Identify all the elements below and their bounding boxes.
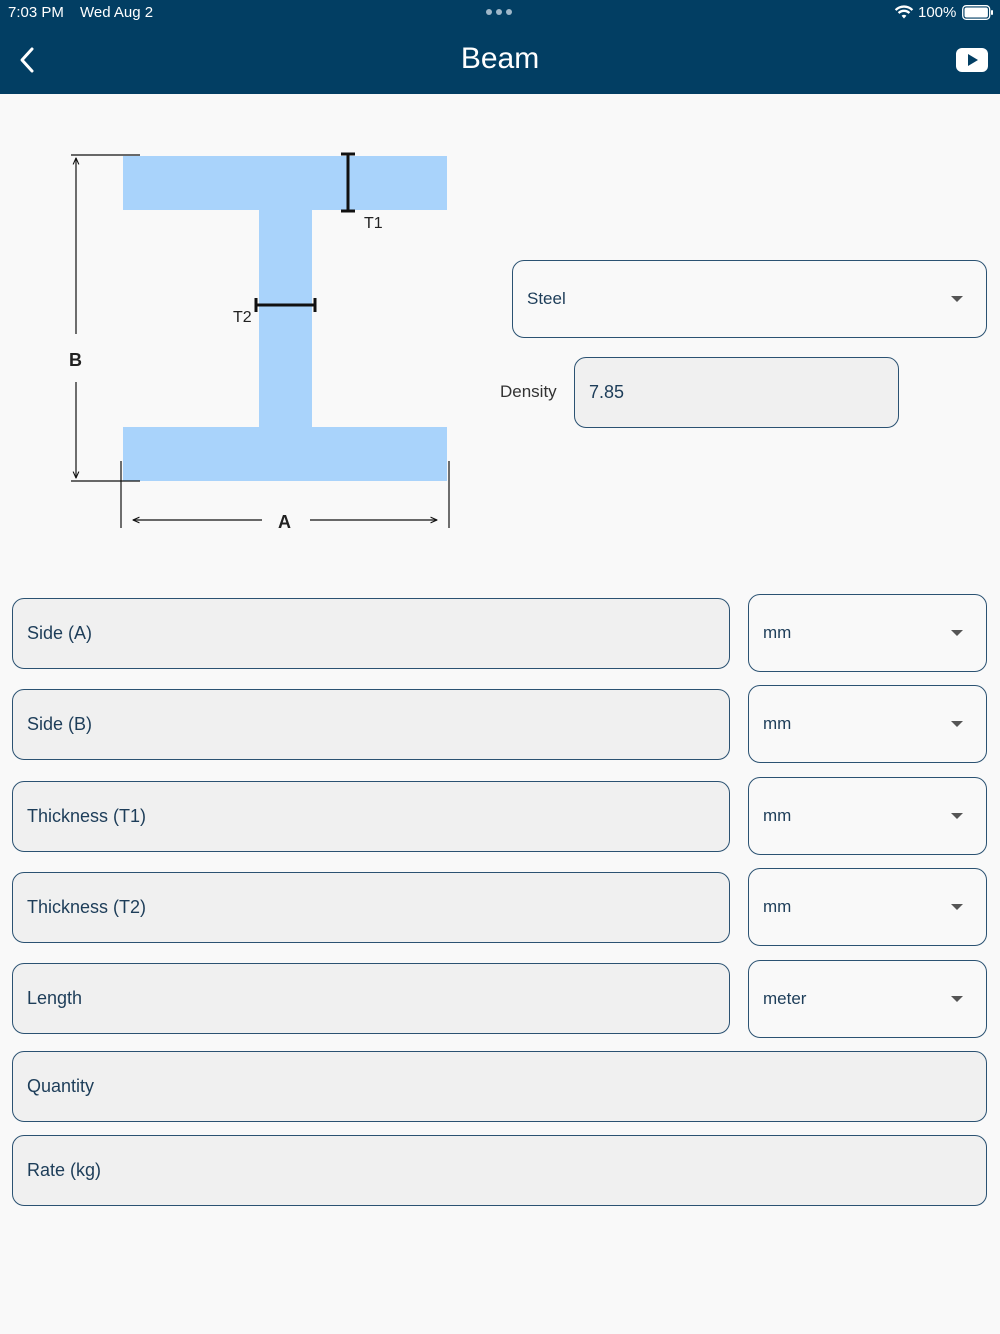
side-b-input[interactable] xyxy=(12,689,730,760)
thickness-t1-unit-dropdown[interactable] xyxy=(748,777,987,855)
rate-placeholder: Rate (kg) xyxy=(27,1160,102,1180)
length-input[interactable] xyxy=(12,963,730,1034)
thickness-t1-input[interactable] xyxy=(12,781,730,852)
caret-down-icon xyxy=(951,630,963,636)
density-label: Density xyxy=(500,382,557,401)
density-input[interactable] xyxy=(574,357,899,428)
side-b-unit: mm xyxy=(763,714,792,733)
thickness-t1-unit: mm xyxy=(763,806,792,825)
side-b-unit-dropdown[interactable] xyxy=(748,685,987,763)
label-a: A xyxy=(278,512,291,532)
label-b: B xyxy=(69,350,82,370)
label-t1: T1 xyxy=(364,215,383,232)
caret-down-icon xyxy=(951,904,963,910)
caret-down-icon xyxy=(951,721,963,727)
caret-down-icon xyxy=(951,813,963,819)
side-a-placeholder: Side (A) xyxy=(27,623,93,643)
label-t2: T2 xyxy=(233,309,252,326)
thickness-t1-placeholder: Thickness (T1) xyxy=(27,806,147,826)
battery-icon xyxy=(962,5,994,20)
top-flange xyxy=(123,156,447,210)
density-value: 7.85 xyxy=(589,382,625,402)
quantity-input[interactable] xyxy=(12,1051,987,1122)
page-title: Beam xyxy=(460,42,540,75)
status-date: Wed Aug 2 xyxy=(80,4,154,21)
material-selected: Steel xyxy=(527,289,566,308)
rate-input[interactable] xyxy=(12,1135,987,1206)
beam-diagram xyxy=(0,94,500,554)
side-a-unit: mm xyxy=(763,623,792,642)
caret-down-icon xyxy=(951,996,963,1002)
bottom-flange xyxy=(123,427,447,481)
wifi-icon xyxy=(894,5,914,19)
youtube-button[interactable] xyxy=(955,47,989,73)
thickness-t2-unit: mm xyxy=(763,897,792,916)
status-time: 7:03 PM xyxy=(8,4,64,21)
length-unit-dropdown[interactable] xyxy=(748,960,987,1038)
battery-percent: 100% xyxy=(918,4,957,21)
side-a-unit-dropdown[interactable] xyxy=(748,594,987,672)
caret-down-icon xyxy=(951,296,963,302)
multitasking-dots-icon[interactable] xyxy=(486,9,512,15)
length-placeholder: Length xyxy=(27,988,83,1008)
length-unit: meter xyxy=(763,989,807,1008)
side-a-input[interactable] xyxy=(12,598,730,669)
app-header xyxy=(0,0,1000,94)
thickness-t2-unit-dropdown[interactable] xyxy=(748,868,987,946)
quantity-placeholder: Quantity xyxy=(27,1076,95,1096)
material-dropdown[interactable] xyxy=(512,260,987,338)
thickness-t2-placeholder: Thickness (T2) xyxy=(27,897,147,917)
web xyxy=(259,209,312,429)
thickness-t2-input[interactable] xyxy=(12,872,730,943)
side-b-placeholder: Side (B) xyxy=(27,714,93,734)
